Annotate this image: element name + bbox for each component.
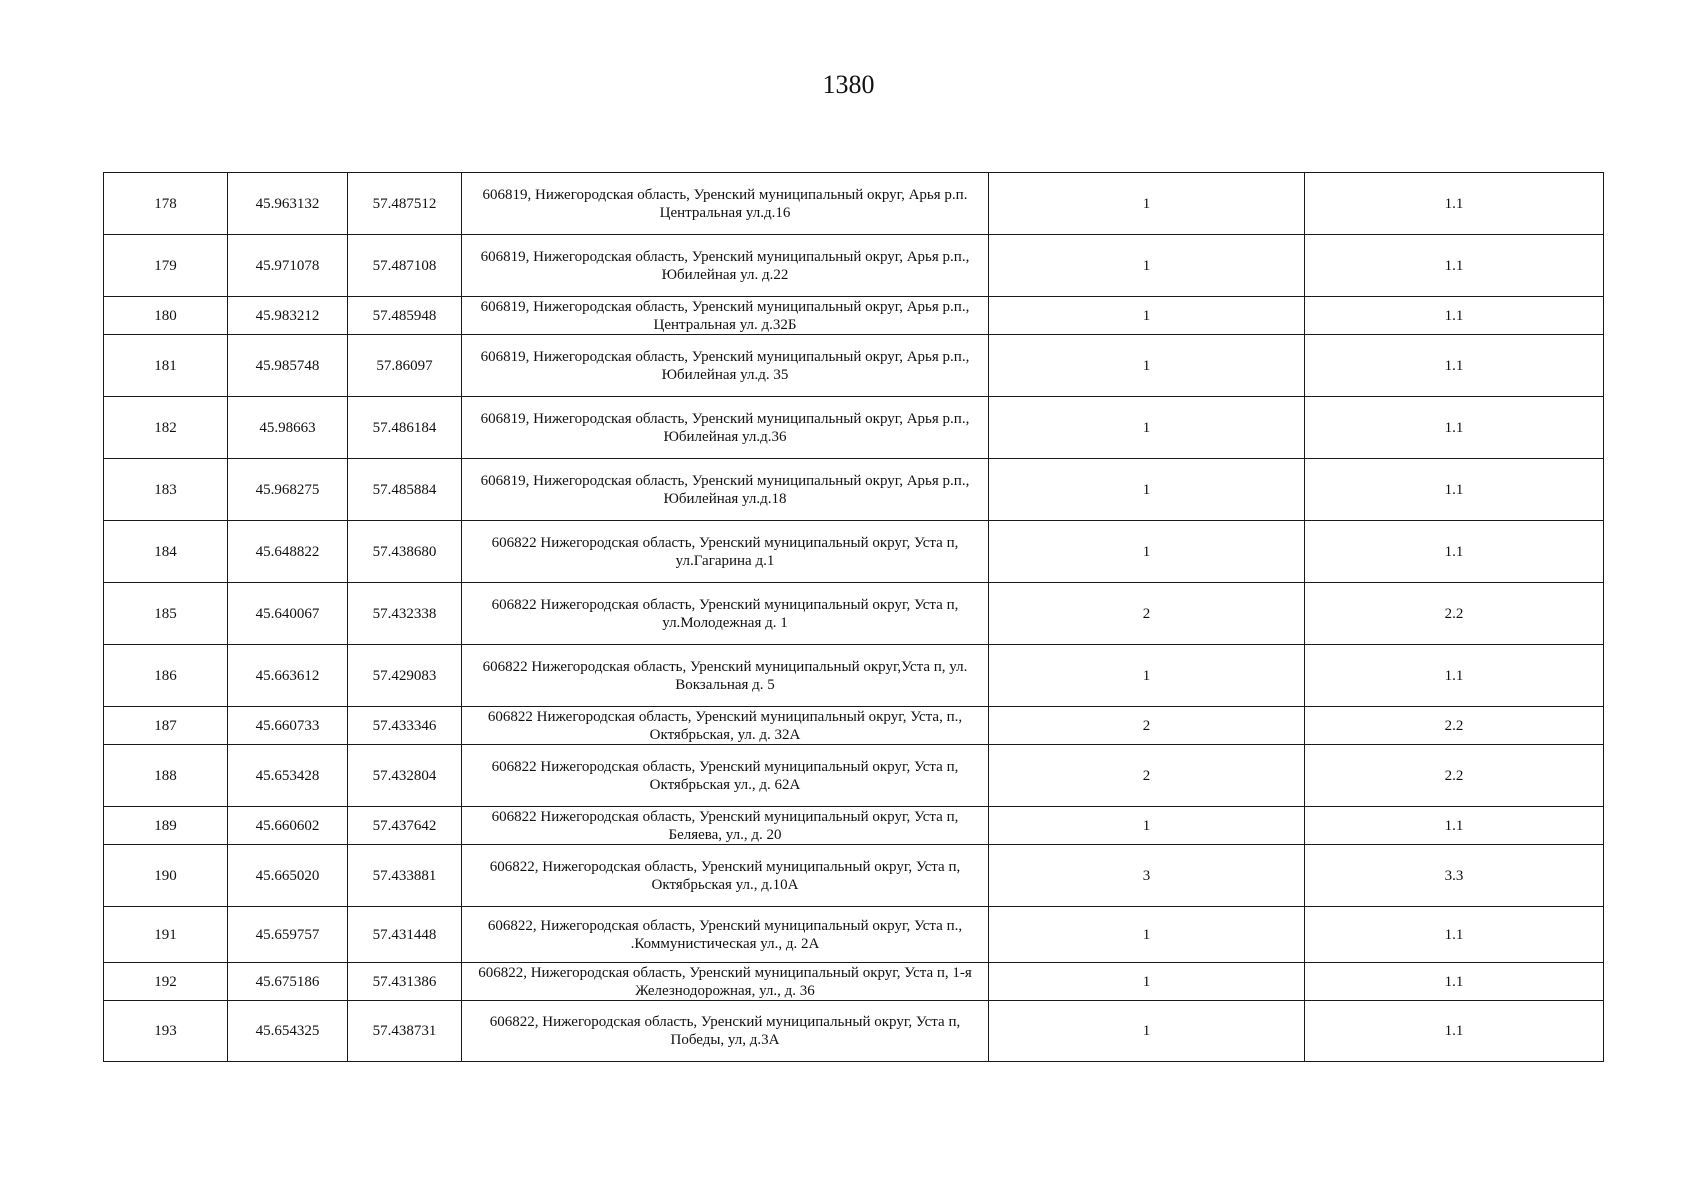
table-row [104,459,1604,521]
volume-cell: 2.2 [1305,583,1604,645]
volume-cell: 3.3 [1305,845,1604,907]
row-number: 187 [104,707,228,745]
volume-cell: 1.1 [1305,335,1604,397]
table-row [104,807,1604,845]
longitude-cell: 45.660733 [228,707,348,745]
count-cell: 1 [989,173,1305,235]
address-cell: 606822, Нижегородская область, Уренский муниципальный округ, Уста п, Победы, ул, д.3А [462,1001,989,1062]
latitude-cell: 57.485884 [348,459,462,521]
count-cell: 3 [989,845,1305,907]
latitude-cell: 57.432338 [348,583,462,645]
count-cell: 1 [989,907,1305,963]
row-number: 183 [104,459,228,521]
volume-cell: 2.2 [1305,745,1604,807]
volume-cell: 1.1 [1305,397,1604,459]
latitude-cell: 57.432804 [348,745,462,807]
row-number: 180 [104,297,228,335]
table-row [104,963,1604,1001]
address-cell: 606819, Нижегородская область, Уренский муниципальный округ, Арья р.п., Центральная ул. д.32Б [462,297,989,335]
longitude-cell: 45.968275 [228,459,348,521]
row-number: 181 [104,335,228,397]
count-cell: 1 [989,645,1305,707]
count-cell: 1 [989,297,1305,335]
address-cell: 606819, Нижегородская область, Уренский муниципальный округ, Арья р.п. Центральная ул.д.16 [462,173,989,235]
latitude-cell: 57.438680 [348,521,462,583]
table-row [104,173,1604,235]
count-cell: 1 [989,807,1305,845]
longitude-cell: 45.985748 [228,335,348,397]
latitude-cell: 57.431448 [348,907,462,963]
row-number: 182 [104,397,228,459]
address-cell: 606822 Нижегородская область, Уренский муниципальный округ, Уста п, ул.Гагарина д.1 [462,521,989,583]
longitude-cell: 45.654325 [228,1001,348,1062]
latitude-cell: 57.86097 [348,335,462,397]
address-cell: 606819, Нижегородская область, Уренский муниципальный округ, Арья р.п., Юбилейная ул.д.36 [462,397,989,459]
latitude-cell: 57.485948 [348,297,462,335]
table-row [104,1001,1604,1062]
volume-cell: 1.1 [1305,645,1604,707]
longitude-cell: 45.659757 [228,907,348,963]
latitude-cell: 57.487512 [348,173,462,235]
table-row [104,335,1604,397]
row-number: 178 [104,173,228,235]
longitude-cell: 45.640067 [228,583,348,645]
count-cell: 2 [989,707,1305,745]
latitude-cell: 57.429083 [348,645,462,707]
row-number: 190 [104,845,228,907]
table-row [104,297,1604,335]
table-row [104,397,1604,459]
row-number: 188 [104,745,228,807]
longitude-cell: 45.665020 [228,845,348,907]
table-row [104,845,1604,907]
address-cell: 606819, Нижегородская область, Уренский муниципальный округ, Арья р.п., Юбилейная ул. д.22 [462,235,989,297]
address-cell: 606822 Нижегородская область, Уренский муниципальный округ, Уста п, ул.Молодежная д. 1 [462,583,989,645]
longitude-cell: 45.971078 [228,235,348,297]
row-number: 184 [104,521,228,583]
row-number: 189 [104,807,228,845]
latitude-cell: 57.486184 [348,397,462,459]
volume-cell: 1.1 [1305,521,1604,583]
address-cell: 606822, Нижегородская область, Уренский муниципальный округ, Уста п, 1-я Железнодорожная, ул., д. 36 [462,963,989,1001]
address-cell: 606822 Нижегородская область, Уренский муниципальный округ, Уста п, Беляева, ул., д. 20 [462,807,989,845]
table-row [104,645,1604,707]
row-number: 191 [104,907,228,963]
table-row [104,745,1604,807]
longitude-cell: 45.663612 [228,645,348,707]
address-cell: 606822, Нижегородская область, Уренский муниципальный округ, Уста п, Октябрьская ул., д.10А [462,845,989,907]
address-cell: 606819, Нижегородская область, Уренский муниципальный округ, Арья р.п., Юбилейная ул.д. 35 [462,335,989,397]
address-cell: 606822 Нижегородская область, Уренский муниципальный округ, Уста, п., Октябрьская, ул. д. 32А [462,707,989,745]
address-cell: 606822 Нижегородская область, Уренский муниципальный округ, Уста п, Октябрьская ул., д. 62А [462,745,989,807]
count-cell: 1 [989,397,1305,459]
volume-cell: 1.1 [1305,297,1604,335]
longitude-cell: 45.983212 [228,297,348,335]
longitude-cell: 45.98663 [228,397,348,459]
volume-cell: 1.1 [1305,235,1604,297]
table-row [104,235,1604,297]
volume-cell: 1.1 [1305,907,1604,963]
row-number: 185 [104,583,228,645]
address-cell: 606819, Нижегородская область, Уренский муниципальный округ, Арья р.п., Юбилейная ул.д.18 [462,459,989,521]
count-cell: 1 [989,459,1305,521]
latitude-cell: 57.487108 [348,235,462,297]
data-table [103,172,1604,1062]
table-row [104,583,1604,645]
address-cell: 606822, Нижегородская область, Уренский муниципальный округ, Уста п., .Коммунистическая ул., д. 2А [462,907,989,963]
address-cell: 606822 Нижегородская область, Уренский муниципальный округ,Уста п, ул. Вокзальная д. 5 [462,645,989,707]
count-cell: 1 [989,235,1305,297]
row-number: 193 [104,1001,228,1062]
volume-cell: 1.1 [1305,459,1604,521]
volume-cell: 1.1 [1305,173,1604,235]
count-cell: 1 [989,963,1305,1001]
latitude-cell: 57.437642 [348,807,462,845]
row-number: 186 [104,645,228,707]
count-cell: 1 [989,335,1305,397]
longitude-cell: 45.963132 [228,173,348,235]
count-cell: 2 [989,583,1305,645]
row-number: 179 [104,235,228,297]
longitude-cell: 45.653428 [228,745,348,807]
table-row [104,907,1604,963]
longitude-cell: 45.648822 [228,521,348,583]
page-number: 1380 [822,70,875,99]
table-row [104,707,1604,745]
longitude-cell: 45.675186 [228,963,348,1001]
latitude-cell: 57.438731 [348,1001,462,1062]
latitude-cell: 57.431386 [348,963,462,1001]
latitude-cell: 57.433881 [348,845,462,907]
table-row [104,521,1604,583]
row-number: 192 [104,963,228,1001]
longitude-cell: 45.660602 [228,807,348,845]
volume-cell: 2.2 [1305,707,1604,745]
count-cell: 1 [989,1001,1305,1062]
count-cell: 2 [989,745,1305,807]
latitude-cell: 57.433346 [348,707,462,745]
volume-cell: 1.1 [1305,1001,1604,1062]
volume-cell: 1.1 [1305,963,1604,1001]
count-cell: 1 [989,521,1305,583]
table-body [104,173,1604,1062]
volume-cell: 1.1 [1305,807,1604,845]
